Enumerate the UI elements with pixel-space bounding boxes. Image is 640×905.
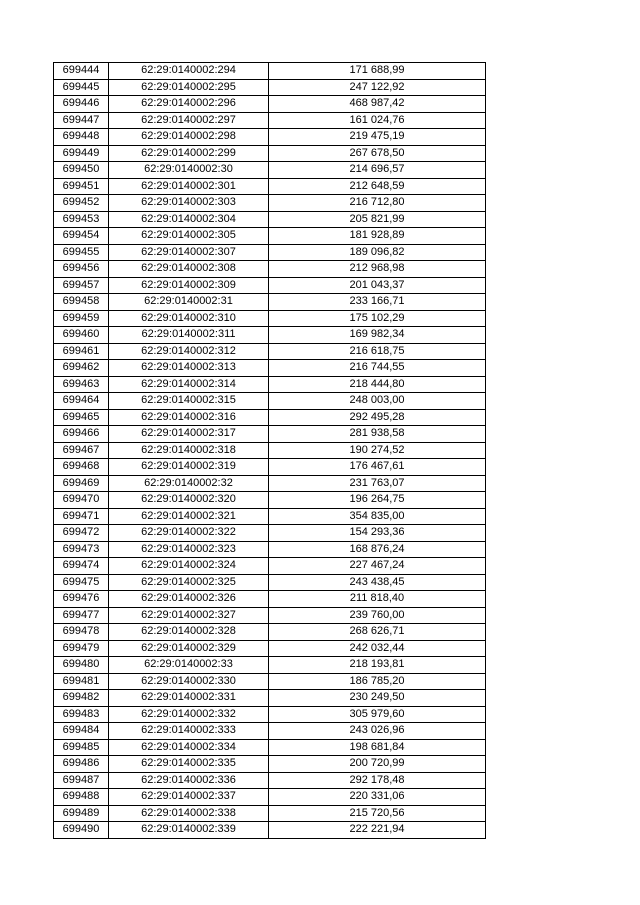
table-row (54, 789, 486, 806)
value-cell: 468 987,42 (269, 96, 486, 113)
cadastral-number-cell: 62:29:0140002:316 (109, 409, 269, 426)
row-number-cell: 699462 (54, 360, 109, 377)
cadastral-number-cell: 62:29:0140002:332 (109, 706, 269, 723)
row-number-cell: 699473 (54, 541, 109, 558)
cadastral-number-cell: 62:29:0140002:334 (109, 739, 269, 756)
cadastral-number-cell: 62:29:0140002:301 (109, 178, 269, 195)
value-cell: 216 618,75 (269, 343, 486, 360)
table-row (54, 145, 486, 162)
cadastral-number-cell: 62:29:0140002:31 (109, 294, 269, 311)
table-row (54, 558, 486, 575)
cadastral-number-cell: 62:29:0140002:312 (109, 343, 269, 360)
row-number-cell: 699463 (54, 376, 109, 393)
row-number-cell: 699486 (54, 756, 109, 773)
value-cell: 219 475,19 (269, 129, 486, 146)
cadastral-number-cell: 62:29:0140002:314 (109, 376, 269, 393)
value-cell: 231 763,07 (269, 475, 486, 492)
value-cell: 169 982,34 (269, 327, 486, 344)
value-cell: 305 979,60 (269, 706, 486, 723)
row-number-cell: 699453 (54, 211, 109, 228)
cadastral-number-cell: 62:29:0140002:33 (109, 657, 269, 674)
cadastral-number-cell: 62:29:0140002:331 (109, 690, 269, 707)
cadastral-number-cell: 62:29:0140002:304 (109, 211, 269, 228)
value-cell: 171 688,99 (269, 63, 486, 80)
cadastral-number-cell: 62:29:0140002:294 (109, 63, 269, 80)
table-row (54, 624, 486, 641)
table-row (54, 162, 486, 179)
row-number-cell: 699467 (54, 442, 109, 459)
cadastral-number-cell: 62:29:0140002:337 (109, 789, 269, 806)
value-cell: 215 720,56 (269, 805, 486, 822)
cadastral-number-cell: 62:29:0140002:323 (109, 541, 269, 558)
cadastral-number-cell: 62:29:0140002:297 (109, 112, 269, 129)
value-cell: 243 026,96 (269, 723, 486, 740)
value-cell: 227 467,24 (269, 558, 486, 575)
table-row (54, 508, 486, 525)
value-cell: 216 712,80 (269, 195, 486, 212)
row-number-cell: 699481 (54, 673, 109, 690)
table-row (54, 327, 486, 344)
cadastral-number-cell: 62:29:0140002:307 (109, 244, 269, 261)
value-cell: 154 293,36 (269, 525, 486, 542)
row-number-cell: 699447 (54, 112, 109, 129)
table-row (54, 772, 486, 789)
table-row (54, 442, 486, 459)
row-number-cell: 699472 (54, 525, 109, 542)
value-cell: 354 835,00 (269, 508, 486, 525)
value-cell: 248 003,00 (269, 393, 486, 410)
table-row (54, 690, 486, 707)
row-number-cell: 699490 (54, 822, 109, 839)
row-number-cell: 699444 (54, 63, 109, 80)
row-number-cell: 699489 (54, 805, 109, 822)
row-number-cell: 699479 (54, 640, 109, 657)
cadastral-number-cell: 62:29:0140002:315 (109, 393, 269, 410)
value-cell: 186 785,20 (269, 673, 486, 690)
value-cell: 220 331,06 (269, 789, 486, 806)
table-row (54, 607, 486, 624)
table-row (54, 195, 486, 212)
table-row (54, 591, 486, 608)
row-number-cell: 699464 (54, 393, 109, 410)
value-cell: 198 681,84 (269, 739, 486, 756)
row-number-cell: 699457 (54, 277, 109, 294)
value-cell: 190 274,52 (269, 442, 486, 459)
cadastral-number-cell: 62:29:0140002:329 (109, 640, 269, 657)
value-cell: 212 648,59 (269, 178, 486, 195)
row-number-cell: 699465 (54, 409, 109, 426)
cadastral-number-cell: 62:29:0140002:298 (109, 129, 269, 146)
row-number-cell: 699474 (54, 558, 109, 575)
cadastral-number-cell: 62:29:0140002:309 (109, 277, 269, 294)
value-cell: 218 444,80 (269, 376, 486, 393)
row-number-cell: 699448 (54, 129, 109, 146)
table-row (54, 294, 486, 311)
cadastral-number-cell: 62:29:0140002:32 (109, 475, 269, 492)
table-row (54, 63, 486, 80)
cadastral-number-cell: 62:29:0140002:324 (109, 558, 269, 575)
cadastral-number-cell: 62:29:0140002:333 (109, 723, 269, 740)
cadastral-number-cell: 62:29:0140002:319 (109, 459, 269, 476)
row-number-cell: 699454 (54, 228, 109, 245)
value-cell: 292 495,28 (269, 409, 486, 426)
cadastral-number-cell: 62:29:0140002:305 (109, 228, 269, 245)
row-number-cell: 699449 (54, 145, 109, 162)
table-row (54, 96, 486, 113)
cadastral-number-cell: 62:29:0140002:317 (109, 426, 269, 443)
table-row (54, 673, 486, 690)
value-cell: 176 467,61 (269, 459, 486, 476)
table-row (54, 739, 486, 756)
table-row (54, 574, 486, 591)
table-row (54, 822, 486, 839)
cadastral-number-cell: 62:29:0140002:296 (109, 96, 269, 113)
row-number-cell: 699452 (54, 195, 109, 212)
table-row (54, 79, 486, 96)
value-cell: 242 032,44 (269, 640, 486, 657)
table-row (54, 640, 486, 657)
cadastral-number-cell: 62:29:0140002:328 (109, 624, 269, 641)
table-row (54, 310, 486, 327)
cadastral-number-cell: 62:29:0140002:325 (109, 574, 269, 591)
row-number-cell: 699468 (54, 459, 109, 476)
table-row (54, 805, 486, 822)
cadastral-number-cell: 62:29:0140002:299 (109, 145, 269, 162)
row-number-cell: 699469 (54, 475, 109, 492)
table-row (54, 459, 486, 476)
cadastral-number-cell: 62:29:0140002:313 (109, 360, 269, 377)
row-number-cell: 699459 (54, 310, 109, 327)
table-row (54, 475, 486, 492)
table-body (54, 63, 486, 839)
value-cell: 168 876,24 (269, 541, 486, 558)
table-row (54, 277, 486, 294)
cadastral-number-cell: 62:29:0140002:330 (109, 673, 269, 690)
cadastral-number-cell: 62:29:0140002:311 (109, 327, 269, 344)
cadastral-number-cell: 62:29:0140002:308 (109, 261, 269, 278)
cadastral-number-cell: 62:29:0140002:320 (109, 492, 269, 509)
row-number-cell: 699450 (54, 162, 109, 179)
row-number-cell: 699483 (54, 706, 109, 723)
cadastral-number-cell: 62:29:0140002:295 (109, 79, 269, 96)
table-row (54, 343, 486, 360)
row-number-cell: 699480 (54, 657, 109, 674)
table-row (54, 112, 486, 129)
row-number-cell: 699461 (54, 343, 109, 360)
row-number-cell: 699446 (54, 96, 109, 113)
row-number-cell: 699482 (54, 690, 109, 707)
table-row (54, 376, 486, 393)
cadastral-number-cell: 62:29:0140002:318 (109, 442, 269, 459)
row-number-cell: 699456 (54, 261, 109, 278)
value-cell: 201 043,37 (269, 277, 486, 294)
value-cell: 196 264,75 (269, 492, 486, 509)
row-number-cell: 699484 (54, 723, 109, 740)
cadastral-number-cell: 62:29:0140002:303 (109, 195, 269, 212)
value-cell: 281 938,58 (269, 426, 486, 443)
row-number-cell: 699487 (54, 772, 109, 789)
value-cell: 267 678,50 (269, 145, 486, 162)
cadastral-number-cell: 62:29:0140002:327 (109, 607, 269, 624)
row-number-cell: 699455 (54, 244, 109, 261)
cadastral-number-cell: 62:29:0140002:335 (109, 756, 269, 773)
table-row (54, 409, 486, 426)
value-cell: 211 818,40 (269, 591, 486, 608)
table-row (54, 706, 486, 723)
value-cell: 268 626,71 (269, 624, 486, 641)
value-cell: 292 178,48 (269, 772, 486, 789)
value-cell: 175 102,29 (269, 310, 486, 327)
table-row (54, 261, 486, 278)
row-number-cell: 699470 (54, 492, 109, 509)
table-row (54, 756, 486, 773)
row-number-cell: 699458 (54, 294, 109, 311)
cadastral-value-table (53, 62, 486, 839)
table-row (54, 541, 486, 558)
cadastral-number-cell: 62:29:0140002:336 (109, 772, 269, 789)
cadastral-number-cell: 62:29:0140002:310 (109, 310, 269, 327)
table-row (54, 360, 486, 377)
value-cell: 243 438,45 (269, 574, 486, 591)
cadastral-number-cell: 62:29:0140002:326 (109, 591, 269, 608)
cadastral-number-cell: 62:29:0140002:30 (109, 162, 269, 179)
table-row (54, 525, 486, 542)
value-cell: 212 968,98 (269, 261, 486, 278)
table-row (54, 657, 486, 674)
row-number-cell: 699466 (54, 426, 109, 443)
table-row (54, 723, 486, 740)
cadastral-number-cell: 62:29:0140002:338 (109, 805, 269, 822)
value-cell: 230 249,50 (269, 690, 486, 707)
row-number-cell: 699485 (54, 739, 109, 756)
value-cell: 214 696,57 (269, 162, 486, 179)
row-number-cell: 699476 (54, 591, 109, 608)
row-number-cell: 699460 (54, 327, 109, 344)
row-number-cell: 699471 (54, 508, 109, 525)
row-number-cell: 699477 (54, 607, 109, 624)
table-row (54, 228, 486, 245)
value-cell: 181 928,89 (269, 228, 486, 245)
value-cell: 218 193,81 (269, 657, 486, 674)
value-cell: 200 720,99 (269, 756, 486, 773)
table-row (54, 492, 486, 509)
value-cell: 239 760,00 (269, 607, 486, 624)
cadastral-number-cell: 62:29:0140002:321 (109, 508, 269, 525)
value-cell: 222 221,94 (269, 822, 486, 839)
table-row (54, 178, 486, 195)
table-row (54, 244, 486, 261)
cadastral-number-cell: 62:29:0140002:322 (109, 525, 269, 542)
cadastral-number-cell: 62:29:0140002:339 (109, 822, 269, 839)
row-number-cell: 699451 (54, 178, 109, 195)
table-row (54, 211, 486, 228)
row-number-cell: 699488 (54, 789, 109, 806)
value-cell: 205 821,99 (269, 211, 486, 228)
value-cell: 233 166,71 (269, 294, 486, 311)
value-cell: 189 096,82 (269, 244, 486, 261)
row-number-cell: 699478 (54, 624, 109, 641)
row-number-cell: 699445 (54, 79, 109, 96)
table-row (54, 129, 486, 146)
value-cell: 247 122,92 (269, 79, 486, 96)
row-number-cell: 699475 (54, 574, 109, 591)
value-cell: 161 024,76 (269, 112, 486, 129)
table-row (54, 393, 486, 410)
table-row (54, 426, 486, 443)
value-cell: 216 744,55 (269, 360, 486, 377)
